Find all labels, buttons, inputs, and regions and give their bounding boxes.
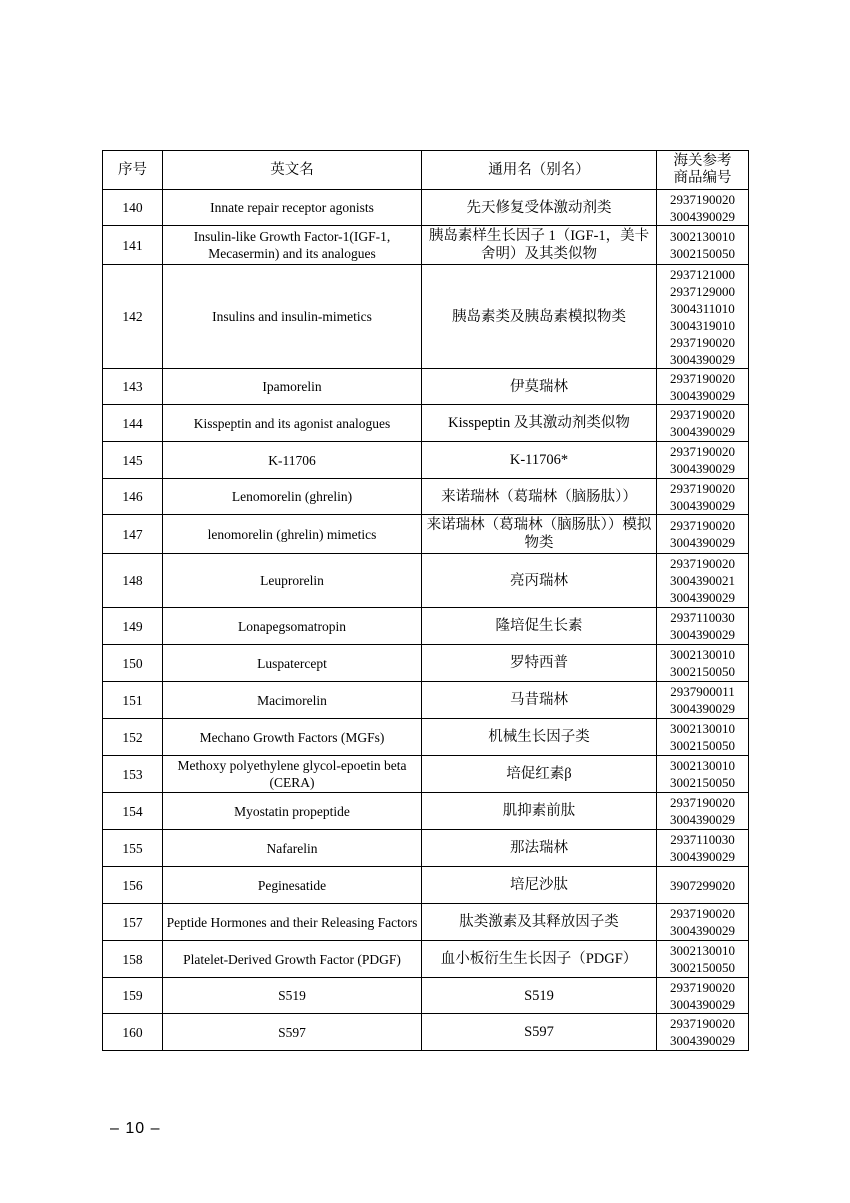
customs-code: 3004390029 <box>670 424 735 439</box>
header-english-name: 英文名 <box>163 151 422 190</box>
row-number: 150 <box>103 645 163 682</box>
customs-code: 3004390029 <box>670 923 735 938</box>
customs-codes <box>657 756 749 793</box>
table-row <box>103 682 749 719</box>
customs-codes <box>657 941 749 978</box>
substance-table <box>102 150 749 1051</box>
customs-codes <box>657 645 749 682</box>
common-name: 来诺瑞林（葛瑞林（脑肠肽））模拟物类 <box>422 515 657 554</box>
customs-code: 2937129000 <box>670 283 735 299</box>
header-customs-code <box>657 151 749 190</box>
table-row <box>103 978 749 1014</box>
customs-codes <box>657 904 749 941</box>
common-name: 培促红素β <box>422 756 657 793</box>
row-number: 160 <box>103 1014 163 1051</box>
table-row <box>103 608 749 645</box>
common-name: 来诺瑞林（葛瑞林（脑肠肽）） <box>422 479 657 515</box>
row-number: 147 <box>103 515 163 554</box>
customs-code: 3004390029 <box>670 849 735 864</box>
customs-code: 3004390029 <box>670 208 735 224</box>
customs-code: 2937190020 <box>670 1016 735 1031</box>
customs-codes <box>657 265 749 369</box>
english-name: Nafarelin <box>163 830 422 867</box>
table-row <box>103 226 749 265</box>
english-name: Lenomorelin (ghrelin) <box>163 479 422 515</box>
row-number: 157 <box>103 904 163 941</box>
english-name: Peginesatide <box>163 867 422 904</box>
customs-code: 3002130010 <box>670 758 735 773</box>
common-name: S519 <box>422 978 657 1014</box>
english-name: Ipamorelin <box>163 369 422 405</box>
common-name: 胰岛素类及胰岛素模拟物类 <box>422 265 657 369</box>
customs-code: 3004390029 <box>670 387 735 403</box>
customs-code: 3004390029 <box>670 590 735 605</box>
table-row <box>103 265 749 369</box>
customs-codes <box>657 190 749 226</box>
customs-code: 2937190020 <box>670 191 735 207</box>
english-name: Mechano Growth Factors (MGFs) <box>163 719 422 756</box>
row-number: 154 <box>103 793 163 830</box>
customs-code: 2937190020 <box>670 556 735 571</box>
row-number: 159 <box>103 978 163 1014</box>
common-name: 伊莫瑞林 <box>422 369 657 405</box>
english-name: Platelet-Derived Growth Factor (PDGF) <box>163 941 422 978</box>
table-row <box>103 719 749 756</box>
english-name: Innate repair receptor agonists <box>163 190 422 226</box>
header-no: 序号 <box>103 151 163 190</box>
table-row <box>103 941 749 978</box>
common-name: 先天修复受体激动剂类 <box>422 190 657 226</box>
english-name: Insulin-like Growth Factor-1(IGF-1, Mecasermin) and its analogues <box>163 226 422 265</box>
row-number: 158 <box>103 941 163 978</box>
customs-codes <box>657 867 749 904</box>
customs-code: 3002150050 <box>670 960 735 975</box>
english-name: Lonapegsomatropin <box>163 608 422 645</box>
common-name: 肌抑素前肽 <box>422 793 657 830</box>
row-number: 156 <box>103 867 163 904</box>
customs-codes <box>657 515 749 554</box>
customs-code: 2937190020 <box>670 906 735 921</box>
table-body <box>103 190 749 1051</box>
customs-code: 3907299020 <box>670 877 735 893</box>
customs-codes <box>657 682 749 719</box>
customs-code: 2937121000 <box>670 266 735 282</box>
customs-codes <box>657 405 749 442</box>
customs-codes <box>657 226 749 265</box>
row-number: 145 <box>103 442 163 479</box>
customs-code: 2937190020 <box>670 480 735 496</box>
row-number: 153 <box>103 756 163 793</box>
english-name: Myostatin propeptide <box>163 793 422 830</box>
customs-code: 3002150050 <box>670 246 735 261</box>
customs-code: 3004390029 <box>670 497 735 513</box>
table-header-row <box>103 151 749 190</box>
customs-code: 2937190020 <box>670 979 735 995</box>
english-name: Insulins and insulin-mimetics <box>163 265 422 369</box>
row-number: 155 <box>103 830 163 867</box>
english-name: lenomorelin (ghrelin) mimetics <box>163 515 422 554</box>
row-number: 142 <box>103 265 163 369</box>
common-name: 亮丙瑞林 <box>422 554 657 608</box>
row-number: 151 <box>103 682 163 719</box>
customs-code: 3004390029 <box>670 812 735 827</box>
customs-codes <box>657 369 749 405</box>
customs-code: 3002130010 <box>670 229 735 244</box>
customs-code: 3004390029 <box>670 1033 735 1048</box>
common-name: S597 <box>422 1014 657 1051</box>
customs-code: 2937190020 <box>670 407 735 422</box>
table-row <box>103 554 749 608</box>
english-name: S597 <box>163 1014 422 1051</box>
table-row <box>103 756 749 793</box>
customs-code: 3002150050 <box>670 664 735 679</box>
customs-code: 3004390029 <box>670 351 735 367</box>
common-name: 那法瑞林 <box>422 830 657 867</box>
english-name: Peptide Hormones and their Releasing Factors <box>163 904 422 941</box>
page-number: – 10 – <box>110 1120 161 1137</box>
english-name: K-11706 <box>163 442 422 479</box>
customs-code: 2937190020 <box>670 370 735 386</box>
row-number: 140 <box>103 190 163 226</box>
customs-codes <box>657 978 749 1014</box>
customs-codes <box>657 793 749 830</box>
common-name: 马昔瑞林 <box>422 682 657 719</box>
table-row <box>103 793 749 830</box>
common-name: 胰岛素样生长因子 1（IGF-1，美卡舍明）及其类似物 <box>422 226 657 265</box>
customs-code: 2937110030 <box>670 832 735 847</box>
customs-codes <box>657 554 749 608</box>
customs-code: 3004390029 <box>670 627 735 642</box>
customs-code: 2937190020 <box>670 518 735 533</box>
common-name: 培尼沙肽 <box>422 867 657 904</box>
customs-code: 2937110030 <box>670 610 735 625</box>
customs-code: 3004390029 <box>670 701 735 716</box>
common-name: Kisspeptin 及其激动剂类似物 <box>422 405 657 442</box>
customs-code: 3004319010 <box>670 317 735 333</box>
table-row <box>103 479 749 515</box>
customs-code: 2937190020 <box>670 795 735 810</box>
customs-codes <box>657 608 749 645</box>
customs-code: 3004311010 <box>670 300 735 316</box>
table-row <box>103 830 749 867</box>
customs-code: 3002150050 <box>670 775 735 790</box>
common-name: 机械生长因子类 <box>422 719 657 756</box>
customs-code: 3002130010 <box>670 647 735 662</box>
common-name: 血小板衍生生长因子（PDGF） <box>422 941 657 978</box>
table-row <box>103 867 749 904</box>
table-row <box>103 645 749 682</box>
customs-code: 3002130010 <box>670 721 735 736</box>
customs-codes <box>657 479 749 515</box>
customs-codes <box>657 1014 749 1051</box>
english-name: Methoxy polyethylene glycol-epoetin beta (CERA) <box>163 756 422 793</box>
customs-code: 3004390021 <box>670 573 735 588</box>
english-name: Luspatercept <box>163 645 422 682</box>
customs-code: 2937190020 <box>670 444 735 459</box>
common-name: 隆培促生长素 <box>422 608 657 645</box>
common-name: 罗特西普 <box>422 645 657 682</box>
common-name: K-11706* <box>422 442 657 479</box>
english-name: S519 <box>163 978 422 1014</box>
header-customs-line2: 商品编号 <box>673 170 732 186</box>
table-row <box>103 369 749 405</box>
row-number: 144 <box>103 405 163 442</box>
english-name: Kisspeptin and its agonist analogues <box>163 405 422 442</box>
customs-codes <box>657 719 749 756</box>
table-row <box>103 405 749 442</box>
customs-code: 2937900011 <box>670 684 735 699</box>
customs-code: 3004390029 <box>670 461 735 476</box>
customs-code: 3004390029 <box>670 996 735 1012</box>
row-number: 149 <box>103 608 163 645</box>
customs-code: 3002130010 <box>670 943 735 958</box>
customs-codes <box>657 830 749 867</box>
common-name: 肽类激素及其释放因子类 <box>422 904 657 941</box>
table-row <box>103 442 749 479</box>
row-number: 146 <box>103 479 163 515</box>
header-customs-line1: 海关参考 <box>673 153 732 169</box>
table-row <box>103 515 749 554</box>
row-number: 143 <box>103 369 163 405</box>
customs-code: 3002150050 <box>670 738 735 753</box>
customs-code: 2937190020 <box>670 334 735 350</box>
english-name: Macimorelin <box>163 682 422 719</box>
row-number: 152 <box>103 719 163 756</box>
header-common-name: 通用名（别名） <box>422 151 657 190</box>
row-number: 141 <box>103 226 163 265</box>
table-row <box>103 1014 749 1051</box>
english-name: Leuprorelin <box>163 554 422 608</box>
customs-code: 3004390029 <box>670 535 735 550</box>
table-row <box>103 190 749 226</box>
customs-codes <box>657 442 749 479</box>
row-number: 148 <box>103 554 163 608</box>
table-row <box>103 904 749 941</box>
